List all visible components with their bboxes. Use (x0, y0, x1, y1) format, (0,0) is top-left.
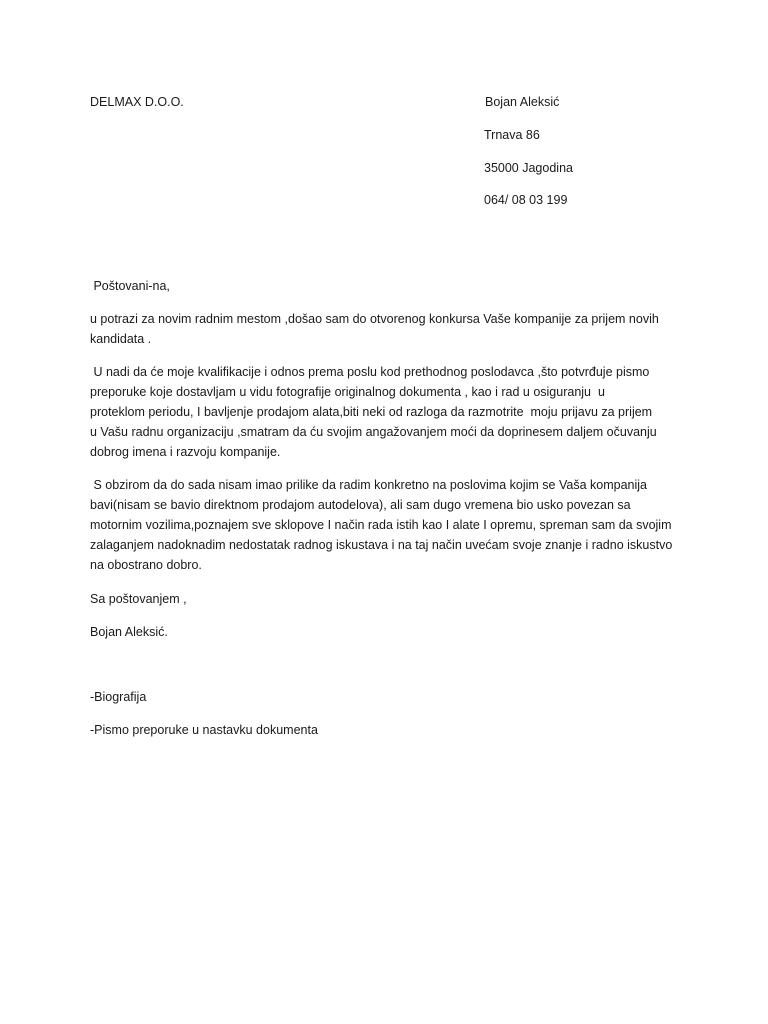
sender-street: Trnava 86 (484, 128, 540, 142)
sender-city: 35000 Jagodina (484, 161, 573, 175)
paragraph-line: zalaganjem nadoknadim nedostatak radnog iskustava i na taj način uvećam svoje znanje i radno iskustvo (90, 538, 673, 552)
paragraph-line: bavi(nisam se bavio direktnom prodajom autodelova), ali sam dugo vremena bio usko povezan sa (90, 498, 631, 512)
paragraph-line: motornim vozilima,poznajem sve sklopove I način rada istih kao I alate I opremu, spreman sam da svojim (90, 518, 672, 532)
paragraph-line: u Vašu radnu organizaciju ,smatram da ću svojim angažovanjem moći da doprinesem daljem očuvanju (90, 425, 657, 439)
paragraph-line: kandidata . (90, 332, 152, 346)
paragraph-1 (90, 309, 690, 349)
salutation: Poštovani-na, (90, 279, 170, 293)
paragraph-line: u potrazi za novim radnim mestom ,došao sam do otvorenog konkursa Vaše kompanije za prijem novih (90, 312, 659, 326)
closing: Sa poštovanjem , (90, 592, 187, 606)
paragraph-line: proteklom periodu, I bavljenje prodajom alata,biti neki od razloga da razmotrite moju prijavu za prijem (90, 405, 653, 419)
attachment-biography: -Biografija (90, 690, 147, 704)
attachment-recommendation: -Pismo preporuke u nastavku dokumenta (90, 723, 318, 737)
company-name: DELMAX D.O.O. (90, 95, 184, 109)
paragraph-2 (90, 362, 690, 462)
paragraph-line: na obostrano dobro. (90, 558, 202, 572)
sender-name: Bojan Aleksić (485, 95, 560, 109)
paragraph-line: S obzirom da do sada nisam imao prilike da radim konkretno na poslovima kojim se Vaša kompanija (90, 478, 647, 492)
signature: Bojan Aleksić. (90, 625, 168, 639)
paragraph-line: dobrog imena i razvoju kompanije. (90, 445, 281, 459)
paragraph-line: U nadi da će moje kvalifikacije i odnos prema poslu kod prethodnog poslodavca ,što potvrđuje pismo (90, 365, 650, 379)
paragraph-3 (90, 475, 690, 575)
paragraph-line: preporuke koje dostavljam u vidu fotografije originalnog dokumenta , kao i rad u osiguranju u (90, 385, 605, 399)
sender-phone: 064/ 08 03 199 (484, 193, 568, 207)
